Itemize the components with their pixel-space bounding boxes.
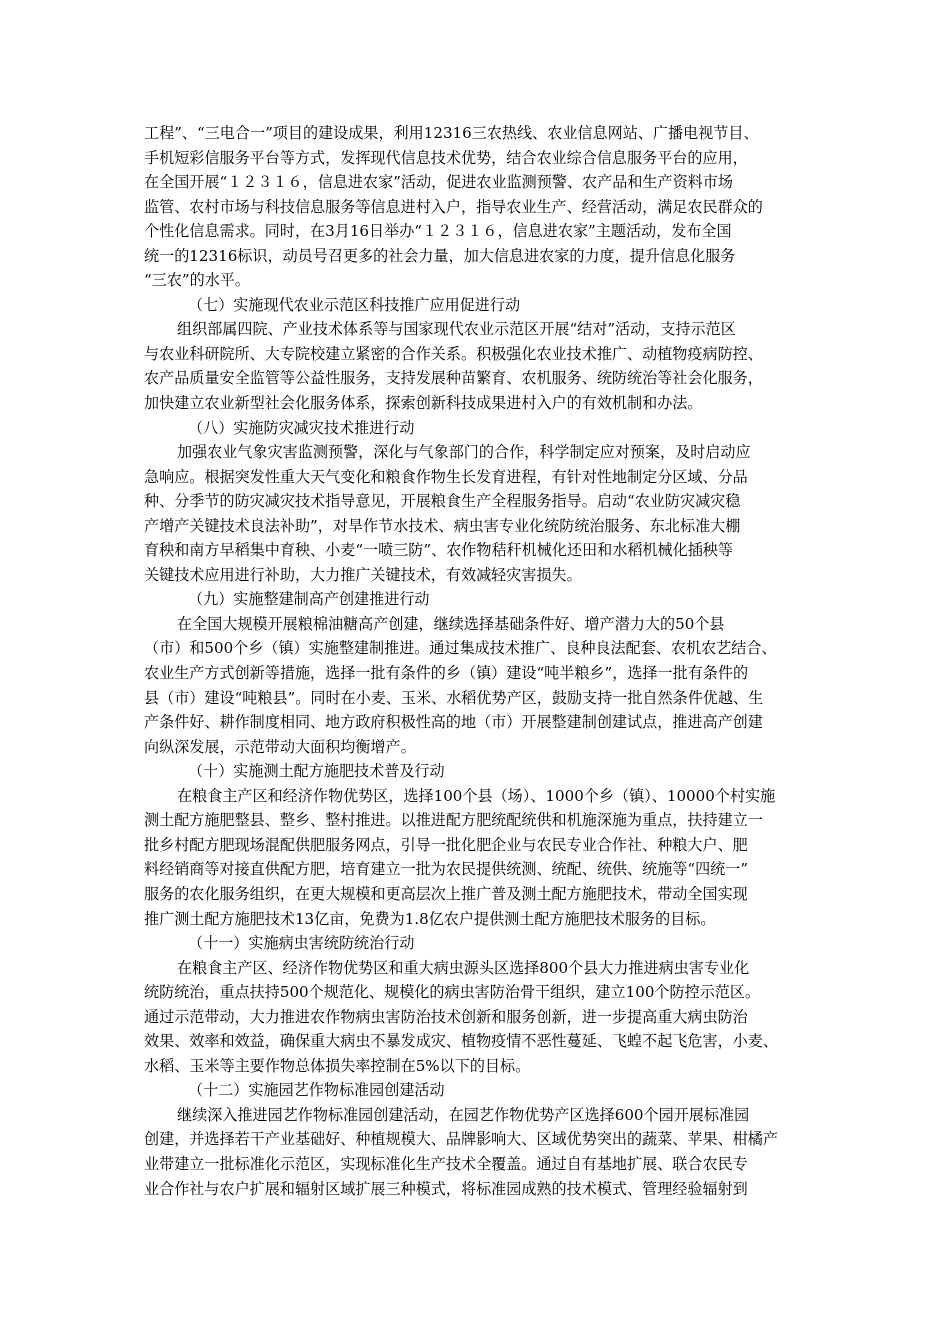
text-line: 业带建立一批标准化示范区，实现标准化生产技术全覆盖。通过自有基地扩展、联合农民专 [144, 1154, 748, 1173]
text-line: “三农”的水平。 [144, 271, 250, 290]
text-line: 农产品质量安全监管等公益性服务，支持发展种苗繁育、农机服务、统防统治等社会化服务， [144, 369, 763, 388]
text-line: 水稻、玉米等主要作物总体损失率控制在5%以下的目标。 [144, 1056, 531, 1075]
text-line: 在全国大规模开展粮棉油糖高产创建，继续选择基础条件好、增产潜力大的50个县 [177, 614, 725, 633]
text-line: 监管、农村市场与科技信息服务等信息进村入户，指导农业生产、经营活动，满足农民群众的 [144, 197, 763, 216]
text-line: 测土配方施肥整县、整乡、整村推进。以推进配方肥统配统供和机施深施为重点，扶持建立一 [144, 811, 763, 830]
text-line: 加强农业气象灾害监测预警，深化与气象部门的合作，科学制定应对预案，及时启动应 [177, 443, 751, 462]
text-line: 手机短彩信服务平台等方式，发挥现代信息技术优势，结合农业综合信息服务平台的应用， [144, 148, 748, 167]
text-line: 农业生产方式创新等措施，选择一批有条件的乡（镇）建设“吨半粮乡”，选择一批有条件的 [144, 664, 749, 683]
text-line: 料经销商等对接直供配方肥，培育建立一批为农民提供统测、统配、统供、统施等“四统一” [144, 860, 749, 879]
text-line: 在全国开展“１２３１６，信息进农家”活动，促进农业监测预警、农产品和生产资料市场 [144, 173, 733, 192]
text-line: 育秧和南方早稻集中育秧、小麦“一喷三防”、农作物秸秆机械化还田和水稻机械化插秧等 [144, 541, 733, 560]
text-line: 业合作社与农户扩展和辐射区域扩展三种模式，将标准园成熟的技术模式、管理经验辐射到 [144, 1179, 748, 1198]
section-heading: （七）实施现代农业示范区科技推广应用促进行动 [188, 295, 521, 314]
text-line: 效果、效率和效益，确保重大病虫不暴发成灾、植物疫情不恶性蔓延、飞蝗不起飞危害，小麦、 [144, 1032, 778, 1051]
text-line: 县（市）建设“吨粮县”。同时在小麦、玉米、水稻优势产区，鼓励支持一批自然条件优越、生 [144, 688, 764, 707]
document-page [144, 121, 804, 1201]
text-line: 与农业科研院所、大专院校建立紧密的合作关系。积极强化农业技术推广、动植物疫病防控、 [144, 344, 763, 363]
text-line: 产增产关键技术良法补助”，对旱作节水技术、病虫害专业化统防统治服务、东北标准大棚 [144, 516, 741, 535]
text-line: 个性化信息需求。同时，在3月16日举办“１２３１６，信息进农家”主题活动，发布全国 [144, 222, 732, 241]
section-heading: （十）实施测土配方施肥技术普及行动 [188, 762, 445, 781]
text-line: 统一的12316标识，动员号召更多的社会力量，加大信息进农家的力度，提升信息化服务 [144, 246, 736, 265]
text-line: 加快建立农业新型社会化服务体系，探索创新科技成果进村入户的有效机制和办法。 [144, 394, 703, 413]
text-line: 组织部属四院、产业技术体系等与国家现代农业示范区开展“结对”活动，支持示范区 [177, 320, 736, 339]
text-line: 服务的农化服务组织，在更大规模和更高层次上推广普及测土配方施肥技术，带动全国实现 [144, 884, 748, 903]
text-line: 在粮食主产区、经济作物优势区和重大病虫源头区选择800个县大力推进病虫害专业化 [177, 958, 750, 977]
section-heading: （八）实施防灾减灾技术推进行动 [188, 418, 415, 437]
text-line: 在粮食主产区和经济作物优势区，选择100个县（场）、1000个乡（镇）、10000个村实施 [177, 786, 776, 805]
text-line: （市）和500个乡（镇）实施整建制推进。通过集成技术推广、良种良法配套、农机农艺结合、 [144, 639, 777, 658]
text-line: 通过示范带动，大力推进农作物病虫害防治技术创新和服务创新，进一步提高重大病虫防治 [144, 1007, 748, 1026]
text-line: 向纵深发展，示范带动大面积均衡增产。 [144, 737, 416, 756]
text-line: 继续深入推进园艺作物标准园创建活动，在园艺作物优势产区选择600个园开展标准园 [177, 1105, 750, 1124]
text-line: 推广测土配方施肥技术13亿亩，免费为1.8亿农户提供测土配方施肥技术服务的目标。 [144, 909, 716, 928]
text-line: 统防统治，重点扶持500个规范化、规模化的病虫害防治骨干组织，建立100个防控示范区。 [144, 983, 761, 1002]
text-line: 创建，并选择若干产业基础好、种植规模大、品牌影响大、区域优势突出的蔬菜、苹果、柑橘产 [144, 1130, 778, 1149]
text-line: 工程”、“三电合一”项目的建设成果，利用12316三农热线、农业信息网站、广播电视节目、 [144, 124, 759, 142]
text-line: 种、分季节的防灾减灾技术指导意见，开展粮食生产全程服务指导。启动“农业防灾减灾稳 [144, 492, 741, 511]
text-line: 急响应。根据突发性重大天气变化和粮食作物生长发育进程，有针对性地制定分区域、分品 [144, 467, 748, 486]
text-line: 批乡村配方肥现场混配供肥服务网点，引导一批化肥企业与农民专业合作社、种粮大户、肥 [144, 835, 748, 854]
text-line: 产条件好、耕作制度相同、地方政府积极性高的地（市）开展整建制创建试点，推进高产创建 [144, 713, 763, 732]
section-heading: （十一）实施病虫害统防统治行动 [188, 934, 415, 953]
section-heading: （九）实施整建制高产创建推进行动 [188, 590, 430, 609]
text-line: 关键技术应用进行补助，大力推广关键技术，有效减轻灾害损失。 [144, 565, 582, 584]
section-heading: （十二）实施园艺作物标准园创建活动 [188, 1081, 445, 1100]
